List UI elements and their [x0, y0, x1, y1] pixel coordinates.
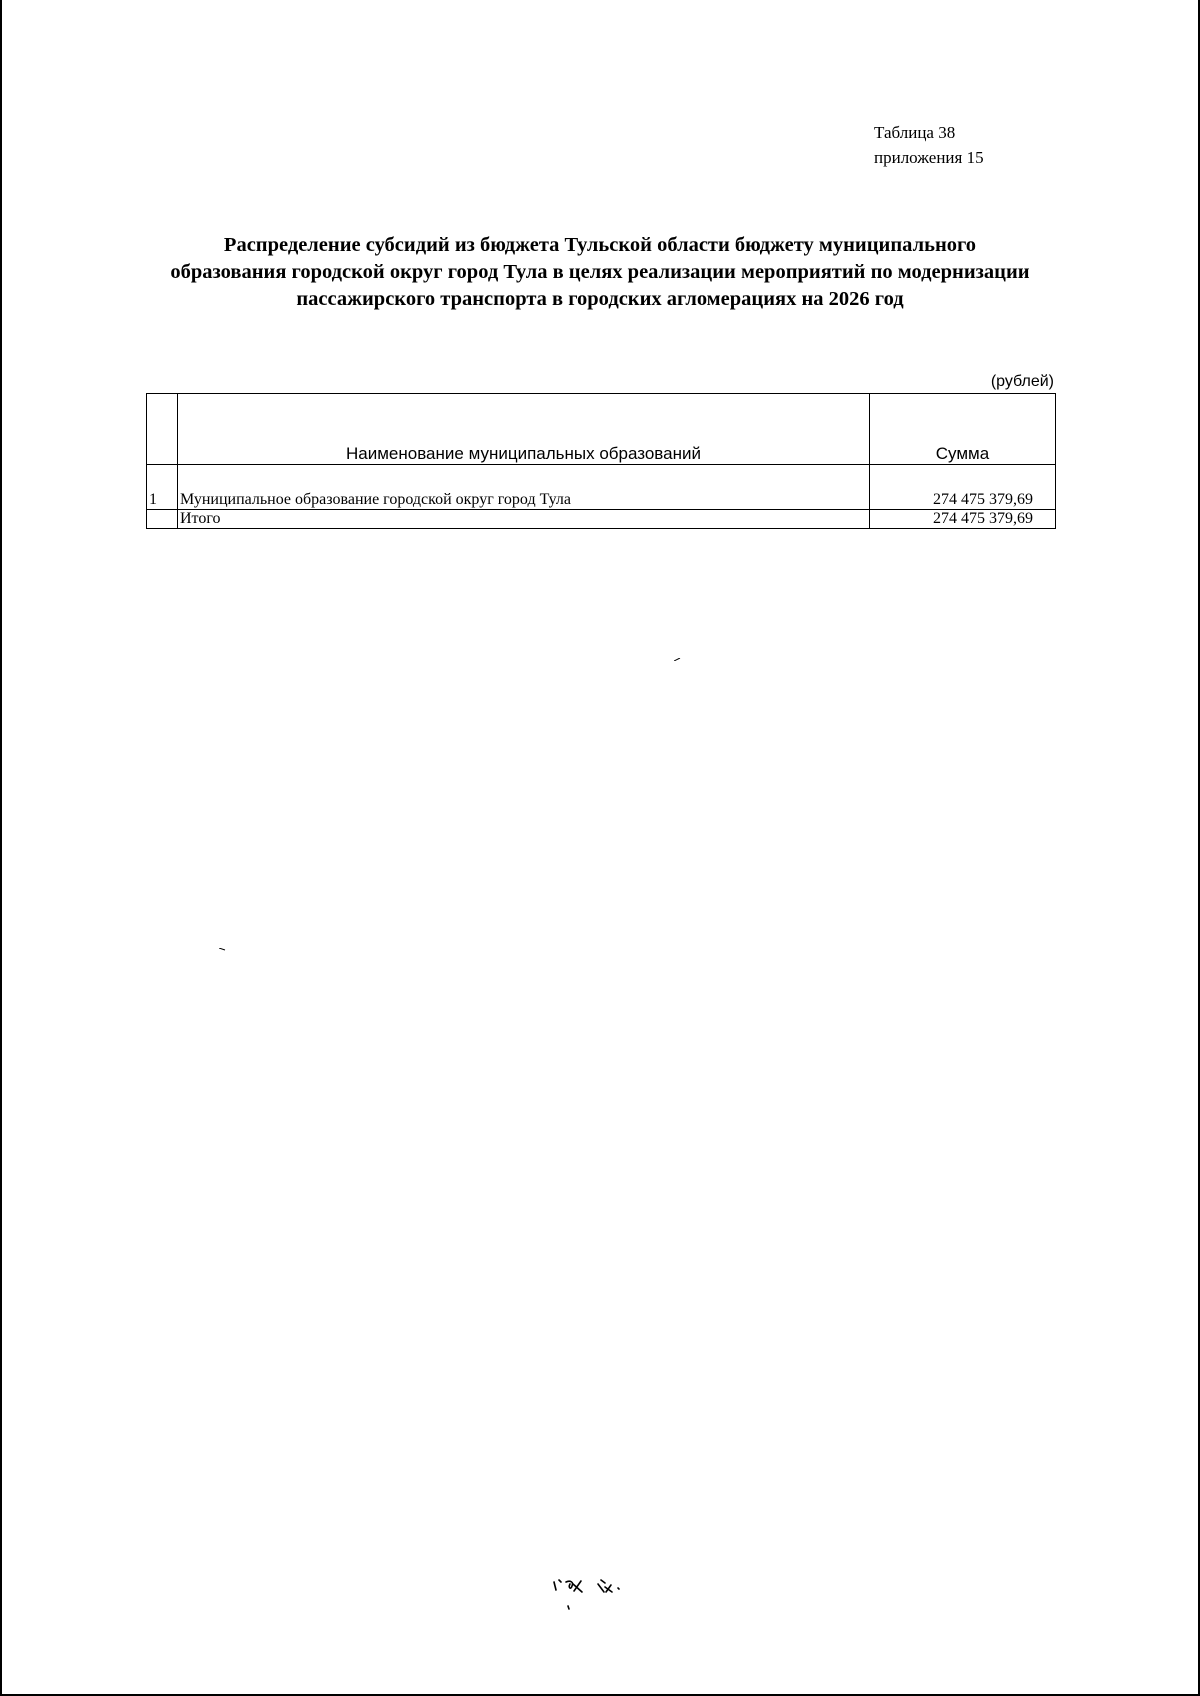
scan-speck — [219, 948, 226, 951]
row-name: Муниципальное образование городской округ город Тула — [178, 465, 870, 510]
table-header-row — [147, 394, 1056, 465]
table-row — [147, 465, 1056, 510]
title-line-1: Распределение субсидий из бюджета Тульской области бюджету муниципального — [223, 234, 977, 256]
header-sum: Сумма — [870, 394, 1056, 465]
table-reference — [874, 120, 984, 170]
total-row — [147, 510, 1056, 529]
row-sum: 274 475 379,69 — [870, 465, 1056, 510]
document-title — [150, 232, 1050, 313]
header-number — [147, 394, 178, 465]
header-name: Наименование муниципальных образований — [178, 394, 870, 465]
total-number — [147, 510, 178, 529]
row-number: 1 — [147, 465, 178, 510]
units-label: (рублей) — [990, 373, 1054, 390]
scan-speck — [674, 658, 681, 661]
handwritten-signature — [548, 1568, 658, 1618]
title-line-3: пассажирского транспорта в городских агломерациях на 2026 год — [296, 288, 904, 310]
total-label: Итого — [178, 510, 870, 529]
appendix-number: приложения 15 — [874, 148, 984, 167]
table-number: Таблица 38 — [874, 123, 956, 142]
title-line-2: образования городской округ город Тула в целях реализации мероприятий по модернизации — [170, 261, 1030, 283]
subsidy-table — [146, 393, 1056, 529]
total-sum: 274 475 379,69 — [870, 510, 1056, 529]
